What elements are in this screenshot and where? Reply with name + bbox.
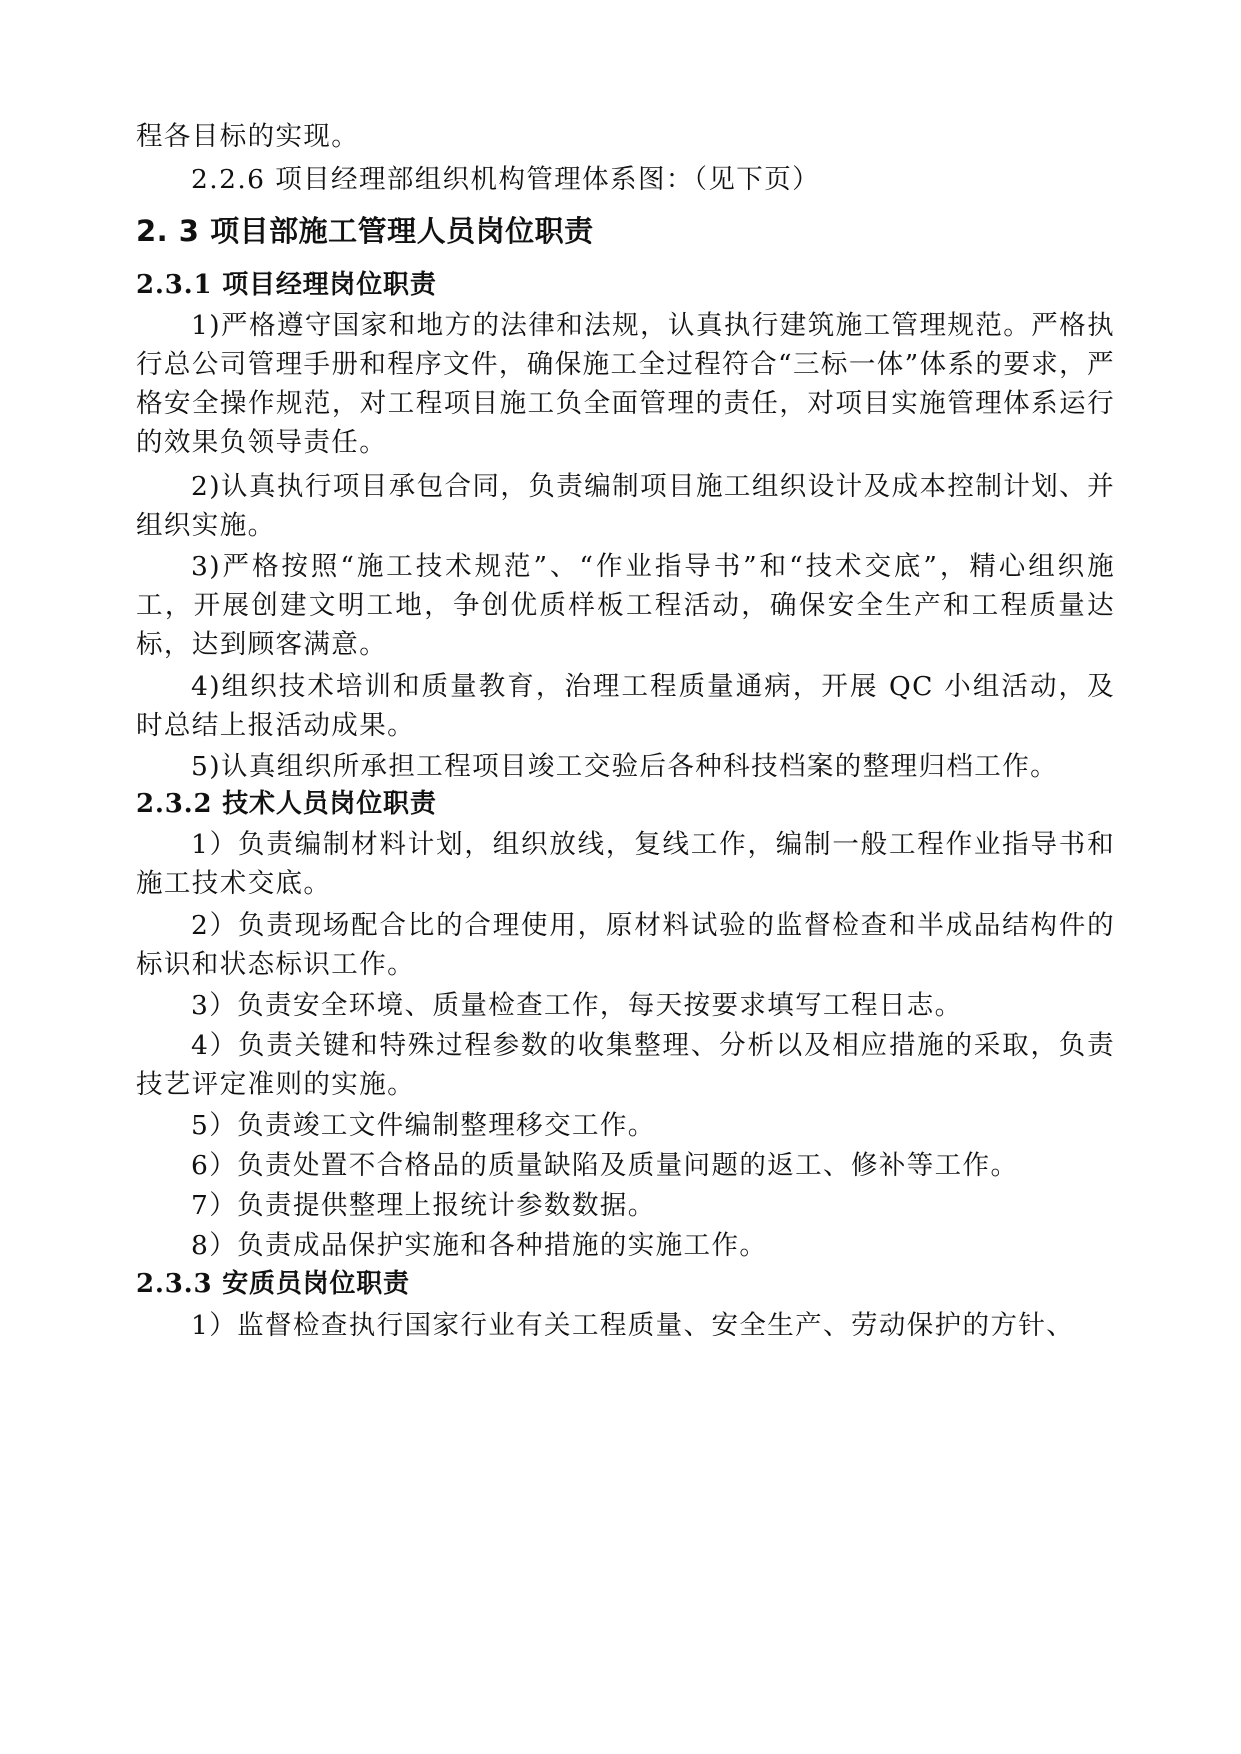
- subsection-title-2-3-3: 2.3.3 安质员岗位职责: [136, 1269, 410, 1299]
- intro-line-2: 2.2.6 项目经理部组织机构管理体系图：（见下页）: [191, 164, 821, 195]
- section-title: 2. 3 项目部施工管理人员岗位职责: [136, 214, 594, 248]
- paragraph: 2)认真执行项目承包合同，负责编制项目施工组织设计及成本控制计划、并组织实施。: [136, 471, 1115, 541]
- paragraph: 3)严格按照“施工技术规范”、“作业指导书”和“技术交底”，精心组织施工，开展创建文明工地，争创优质样板工程活动，确保安全生产和工程质量达标，达到顾客满意。: [136, 551, 1115, 660]
- paragraph: 3）负责安全环境、质量检查工作，每天按要求填写工程日志。: [191, 990, 963, 1021]
- paragraph: 5）负责竣工文件编制整理移交工作。: [191, 1110, 656, 1141]
- paragraph: 7）负责提供整理上报统计参数数据。: [191, 1190, 656, 1221]
- paragraph: 2）负责现场配合比的合理使用，原材料试验的监督检查和半成品结构件的标识和状态标识工作。: [136, 910, 1115, 980]
- subsection-title-2-3-2: 2.3.2 技术人员岗位职责: [136, 789, 437, 819]
- paragraph: 5)认真组织所承担工程项目竣工交验后各种科技档案的整理归档工作。: [191, 751, 1058, 782]
- intro-line-1: 程各目标的实现。: [136, 121, 360, 152]
- paragraph: 8）负责成品保护实施和各种措施的实施工作。: [191, 1230, 768, 1261]
- paragraph: 4）负责关键和特殊过程参数的收集整理、分析以及相应措施的采取，负责技艺评定准则的实施。: [136, 1030, 1115, 1100]
- paragraph: 4)组织技术培训和质量教育，治理工程质量通病，开展 QC 小组活动，及时总结上报活动成果。: [136, 671, 1115, 741]
- paragraph: 1）负责编制材料计划，组织放线，复线工作，编制一般工程作业指导书和施工技术交底。: [136, 829, 1115, 899]
- subsection-title-2-3-1: 2.3.1 项目经理岗位职责: [136, 270, 437, 300]
- paragraph: 1)严格遵守国家和地方的法律和法规，认真执行建筑施工管理规范。严格执行总公司管理手册和程序文件，确保施工全过程符合“三标一体”体系的要求，严格安全操作规范，对工程项目施工负全面管理的责任，对项目实施管理体系运行的效果负领导责任。: [136, 310, 1115, 458]
- paragraph: 1）监督检查执行国家行业有关工程质量、安全生产、劳动保护的方针、: [191, 1310, 1075, 1341]
- paragraph: 6）负责处置不合格品的质量缺陷及质量问题的返工、修补等工作。: [191, 1150, 1019, 1181]
